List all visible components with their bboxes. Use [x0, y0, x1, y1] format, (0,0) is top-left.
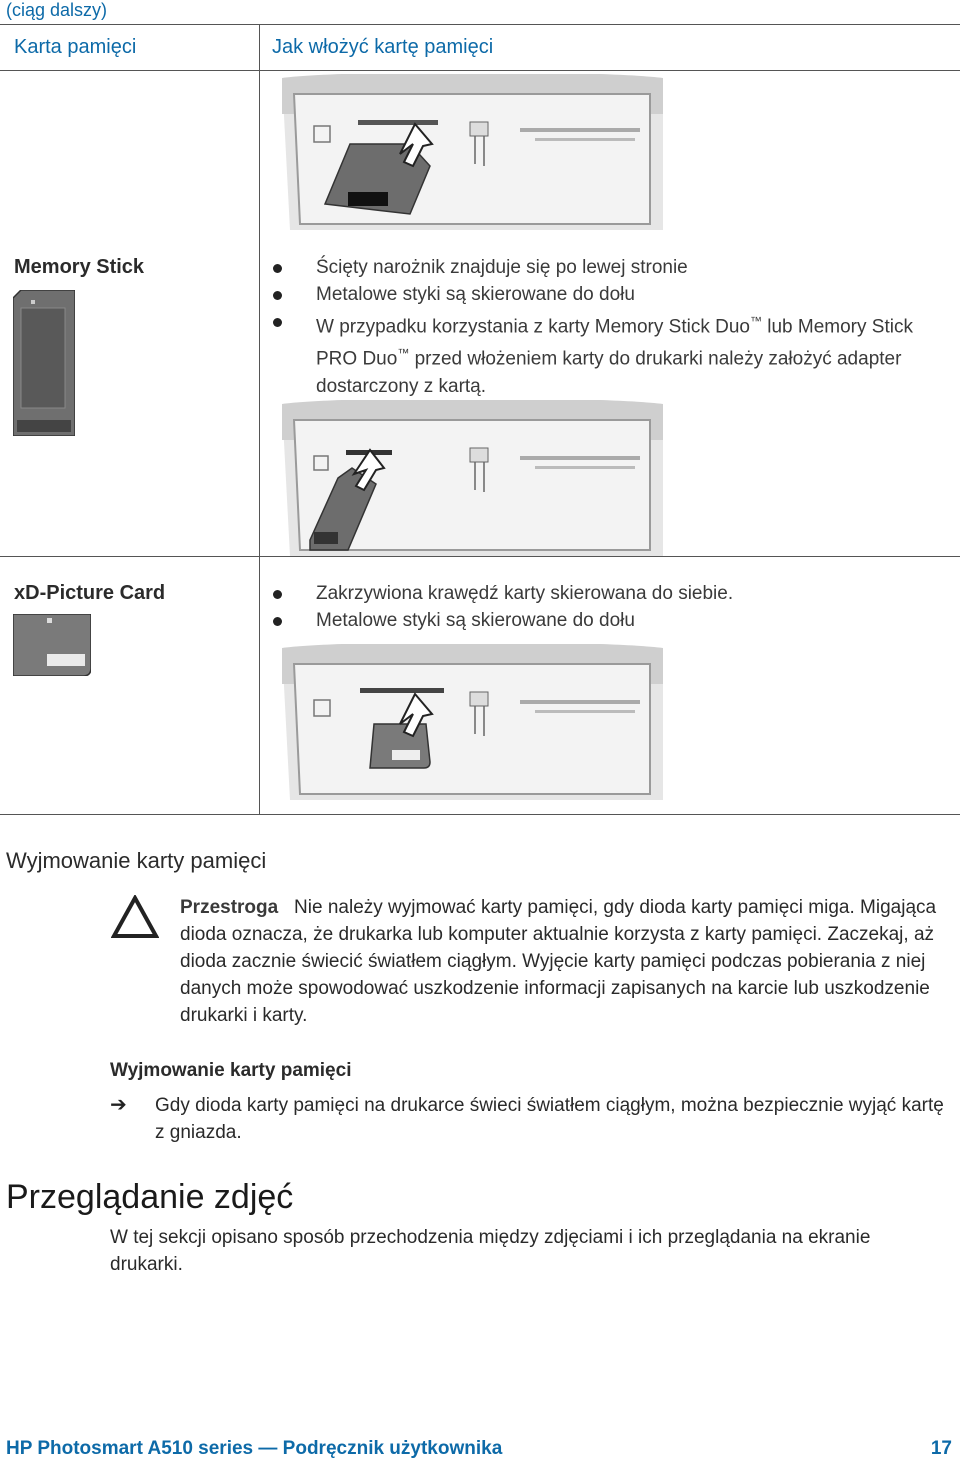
table-top-rule [0, 24, 960, 25]
list-item: Metalowe styki są skierowane do dołu [270, 607, 950, 634]
section-title-removing: Wyjmowanie karty pamięci [6, 848, 267, 873]
printer-xd-insert-illustration [280, 644, 665, 800]
caution-label: Przestroga [180, 897, 279, 918]
card-name-memory-stick: Memory Stick [14, 256, 145, 278]
memory-stick-instructions [270, 254, 950, 400]
continued-label: (ciąg dalszy) [6, 0, 108, 20]
xd-picture-card-image [13, 614, 91, 676]
page-number: 17 [930, 1438, 952, 1459]
procedure-step: Gdy dioda karty pamięci na drukarce świeci światłem ciągłym, można bezpiecznie wyjąć kartę z gniazda. [155, 1095, 944, 1143]
printer-memory-stick-insert-illustration [280, 400, 665, 556]
memory-stick-card-image [13, 290, 75, 436]
browsing-intro: W tej sekcji opisano sposób przechodzenia między zdjęciami i ich przeglądania na ekranie drukarki. [110, 1227, 871, 1275]
table-column-divider [259, 24, 260, 814]
footer-title: HP Photosmart A510 series — Podręcznik użytkownika [6, 1438, 503, 1459]
list-item: Zakrzywiona krawędź karty skierowana do siebie. [270, 580, 950, 607]
list-item: Ścięty narożnik znajduje się po lewej stronie [270, 254, 950, 281]
table-bottom-rule [0, 814, 960, 815]
procedure-heading: Wyjmowanie karty pamięci [110, 1060, 352, 1081]
caution-note [180, 894, 950, 1029]
caution-text: Nie należy wyjmować karty pamięci, gdy dioda karty pamięci miga. Migająca dioda oznacza, że drukarka lub komputer aktualnie korzysta z karty pamięci. Zaczekaj, aż dioda zacznie świecić światłem ciągłym. Wyjęcie karty pamięci podczas pobierania z niej danych może spowodować uszkodzenie informacji zapisanych na karcie lub uszkodzenie drukarki i karty. [180, 897, 937, 1026]
bullet-dot [273, 617, 282, 626]
row-divider [0, 556, 960, 557]
table-header-card: Karta pamięci [14, 36, 137, 58]
section-title-browsing: Przeglądanie zdjęć [6, 1178, 294, 1216]
list-item: W przypadku korzystania z karty Memory Stick Duo™ lub Memory Stick PRO Duo™ przed włożeniem karty do drukarki należy założyć adapter dostarczony z kartą. [270, 308, 950, 400]
table-header-how: Jak włożyć kartę pamięci [272, 36, 494, 58]
bullet-dot [273, 318, 282, 327]
step-arrow-icon: ➔ [110, 1094, 127, 1116]
xd-picture-instructions [270, 580, 950, 634]
caution-triangle-icon [111, 895, 159, 939]
table-header-rule [0, 70, 960, 71]
bullet-dot [273, 264, 282, 273]
list-item: Metalowe styki są skierowane do dołu [270, 281, 950, 308]
printer-sd-insert-illustration [280, 74, 665, 230]
card-name-xd-picture: xD-Picture Card [14, 582, 166, 604]
bullet-dot [273, 590, 282, 599]
bullet-dot [273, 291, 282, 300]
